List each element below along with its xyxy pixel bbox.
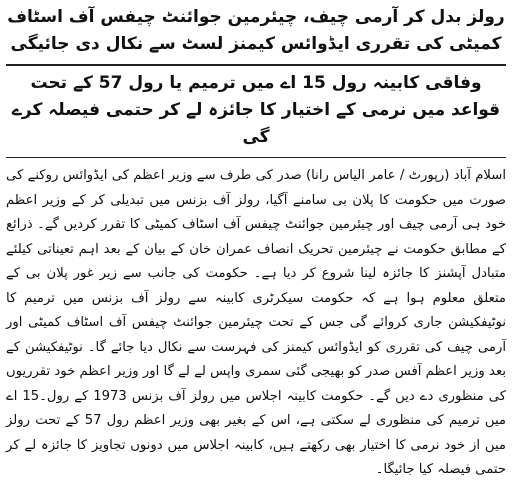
sub-headline: وفاقی کابینہ رول 15 اے میں ترمیم یا رول 57 کے تحت قواعد میں نرمی کے اختیار کا جائزہ لے کر حتمی فیصلہ کرے گی <box>11 73 501 147</box>
article-body: اسلام آباد (رپورٹ / عامر الیاس رانا) صدر کی طرف سے وزیر اعظم کی ایڈوائس روکنے کی صورت میں حکومت کا پلان بی سامنے آگیا، رولز آف بزنس میں تبدیلی کر کے وزیر اعظم خود ہی آرمی چیف اور چیئرمین جوائنٹ چیفس آف اسٹاف کمیٹی کا تقرر کردیں گے۔ ذرائع کے مطابق حکومت نے چیئرمین تحریک انصاف عمران خان کے بیان کے بعد اہم تعیناتی کیلئے متبادل آپشنز کا جائزہ لینا شروع کر دیا ہے۔ حکومت کی جانب سے زیر غور پلان بی کے متعلق معلوم ہوا ہے کہ حکومت سیکرٹری کابینہ سے رولز آف بزنس میں ترمیم کا نوٹیفکیشن جاری کروائے گی جس کے تحت چیئرمین جوائنٹ چیفس آف اسٹاف کمیٹی اور آرمی چیف کی تقرری کو ایڈوائس کیمنز کی فہرست سے نکال دیا جائے گا۔ نوٹیفکیشن کے بعد وزیر اعظم آفس صدر کو بھیجی گئی سمری واپس لے لے گا اور وزیر اعظم خود تقرریوں کی منظوری دے دیں گے۔ حکومت کابینہ اجلاس میں رولز آف بزنس 1973 کے رول۔15 اے میں ترمیم کی منظوری لے سکتی ہے، اس کے بغیر بھی وزیر اعظم رول 57 کے تحت رولز میں از خود نرمی کا اختیار بھی رکھتے ہیں، کابینہ اجلاس میں دونوں تجاویز کا جائزہ لے کر حتمی فیصلہ کیا جائیگا۔ <box>6 168 507 477</box>
main-headline: رولز بدل کر آرمی چیف، چیئرمین جوائنٹ چیفس آف اسٹاف کمیٹی کی تقرری ایڈوائس کیمنز لسٹ سے نکال دی جائیگی <box>7 7 505 54</box>
body-divider <box>6 157 506 158</box>
headline-divider <box>6 64 506 66</box>
